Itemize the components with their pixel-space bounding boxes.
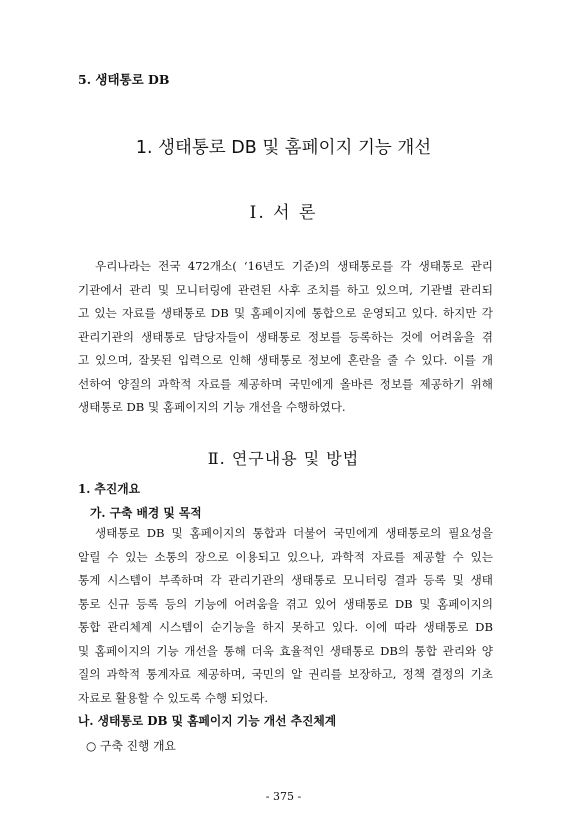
sub-heading-purpose: 가. 구축 배경 및 목적 <box>90 506 202 520</box>
paragraph-line: 통로 신규 등록 등의 기능에 어려움을 겪고 있어 생태통로 DB 및 홈페이지의 <box>78 596 493 611</box>
paragraph-line: 및 홈페이지의 기능 개선을 통해 더욱 효율적인 생태통로 DB의 통합 관리와 양 <box>78 643 493 658</box>
page-number: - 375 - <box>265 790 302 803</box>
paragraph-line: 자료로 활용할 수 있도록 수행 되었다. <box>78 690 269 705</box>
paragraph-line: 알릴 수 있는 소통의 장으로 이용되고 있으나, 과학적 자료를 제공할 수 있는 <box>78 549 493 564</box>
purpose-paragraph <box>78 522 493 710</box>
paragraph-line: 고 있는 자료를 생태통로 DB 및 홈페이지에 통합으로 운영되고 있다. 하지만 각 <box>78 306 493 320</box>
paragraph-line: 기관에서 관리 및 모니터링에 관련된 사후 조치를 하고 있으며, 기관별 관리되 <box>78 282 493 297</box>
paragraph-line: 우리나라는 전국 472개소( ‘16년도 기준)의 생태통로를 각 생태통로 관리 <box>95 259 493 273</box>
paragraph-line: 선하여 양질의 과학적 자료를 제공하며 국민에게 올바른 정보를 제공하기 위해 <box>78 376 493 391</box>
bullet-item: ○ 구축 진행 개요 <box>86 739 176 753</box>
paragraph-line: 통계 시스템이 부족하며 각 관리기관의 생태통로 모니터링 결과 등록 및 생태 <box>78 573 493 587</box>
heading-methods: Ⅱ. 연구내용 및 방법 <box>207 449 360 468</box>
sub-heading-overview: 1. 추진개요 <box>78 482 141 496</box>
main-title: 1. 생태통로 DB 및 홈페이지 기능 개선 <box>135 138 432 158</box>
paragraph-line: 통합 관리체계 시스템이 순기능을 하지 못하고 있다. 이에 따라 생태통로 DB <box>78 620 493 634</box>
sub-heading-system: 나. 생태통로 DB 및 홈페이지 기능 개선 추진체계 <box>78 714 337 728</box>
paragraph-line: 생태통로 DB 및 홈페이지의 기능 개선을 수행하였다. <box>78 400 346 414</box>
paragraph-line: 관리기관의 생태통로 담당자들이 생태통로 정보를 등록하는 것에 어려움을 겪 <box>78 329 493 344</box>
heading-introduction: Ⅰ. 서 론 <box>249 203 318 223</box>
paragraph-line: 질의 과학적 통계자료 제공하며, 국민의 알 권리를 보장하고, 정책 결정의 기초 <box>78 667 493 681</box>
intro-paragraph <box>78 255 493 420</box>
paragraph-line: 고 있으며, 잘못된 입력으로 인해 생태통로 정보에 혼란을 줄 수 있다. 이를 개 <box>78 353 493 367</box>
section-label: 5. 생태통로 DB <box>78 72 170 87</box>
paragraph-line: 생태통로 DB 및 홈페이지의 통합과 더불어 국민에게 생태통로의 필요성을 <box>95 526 493 540</box>
